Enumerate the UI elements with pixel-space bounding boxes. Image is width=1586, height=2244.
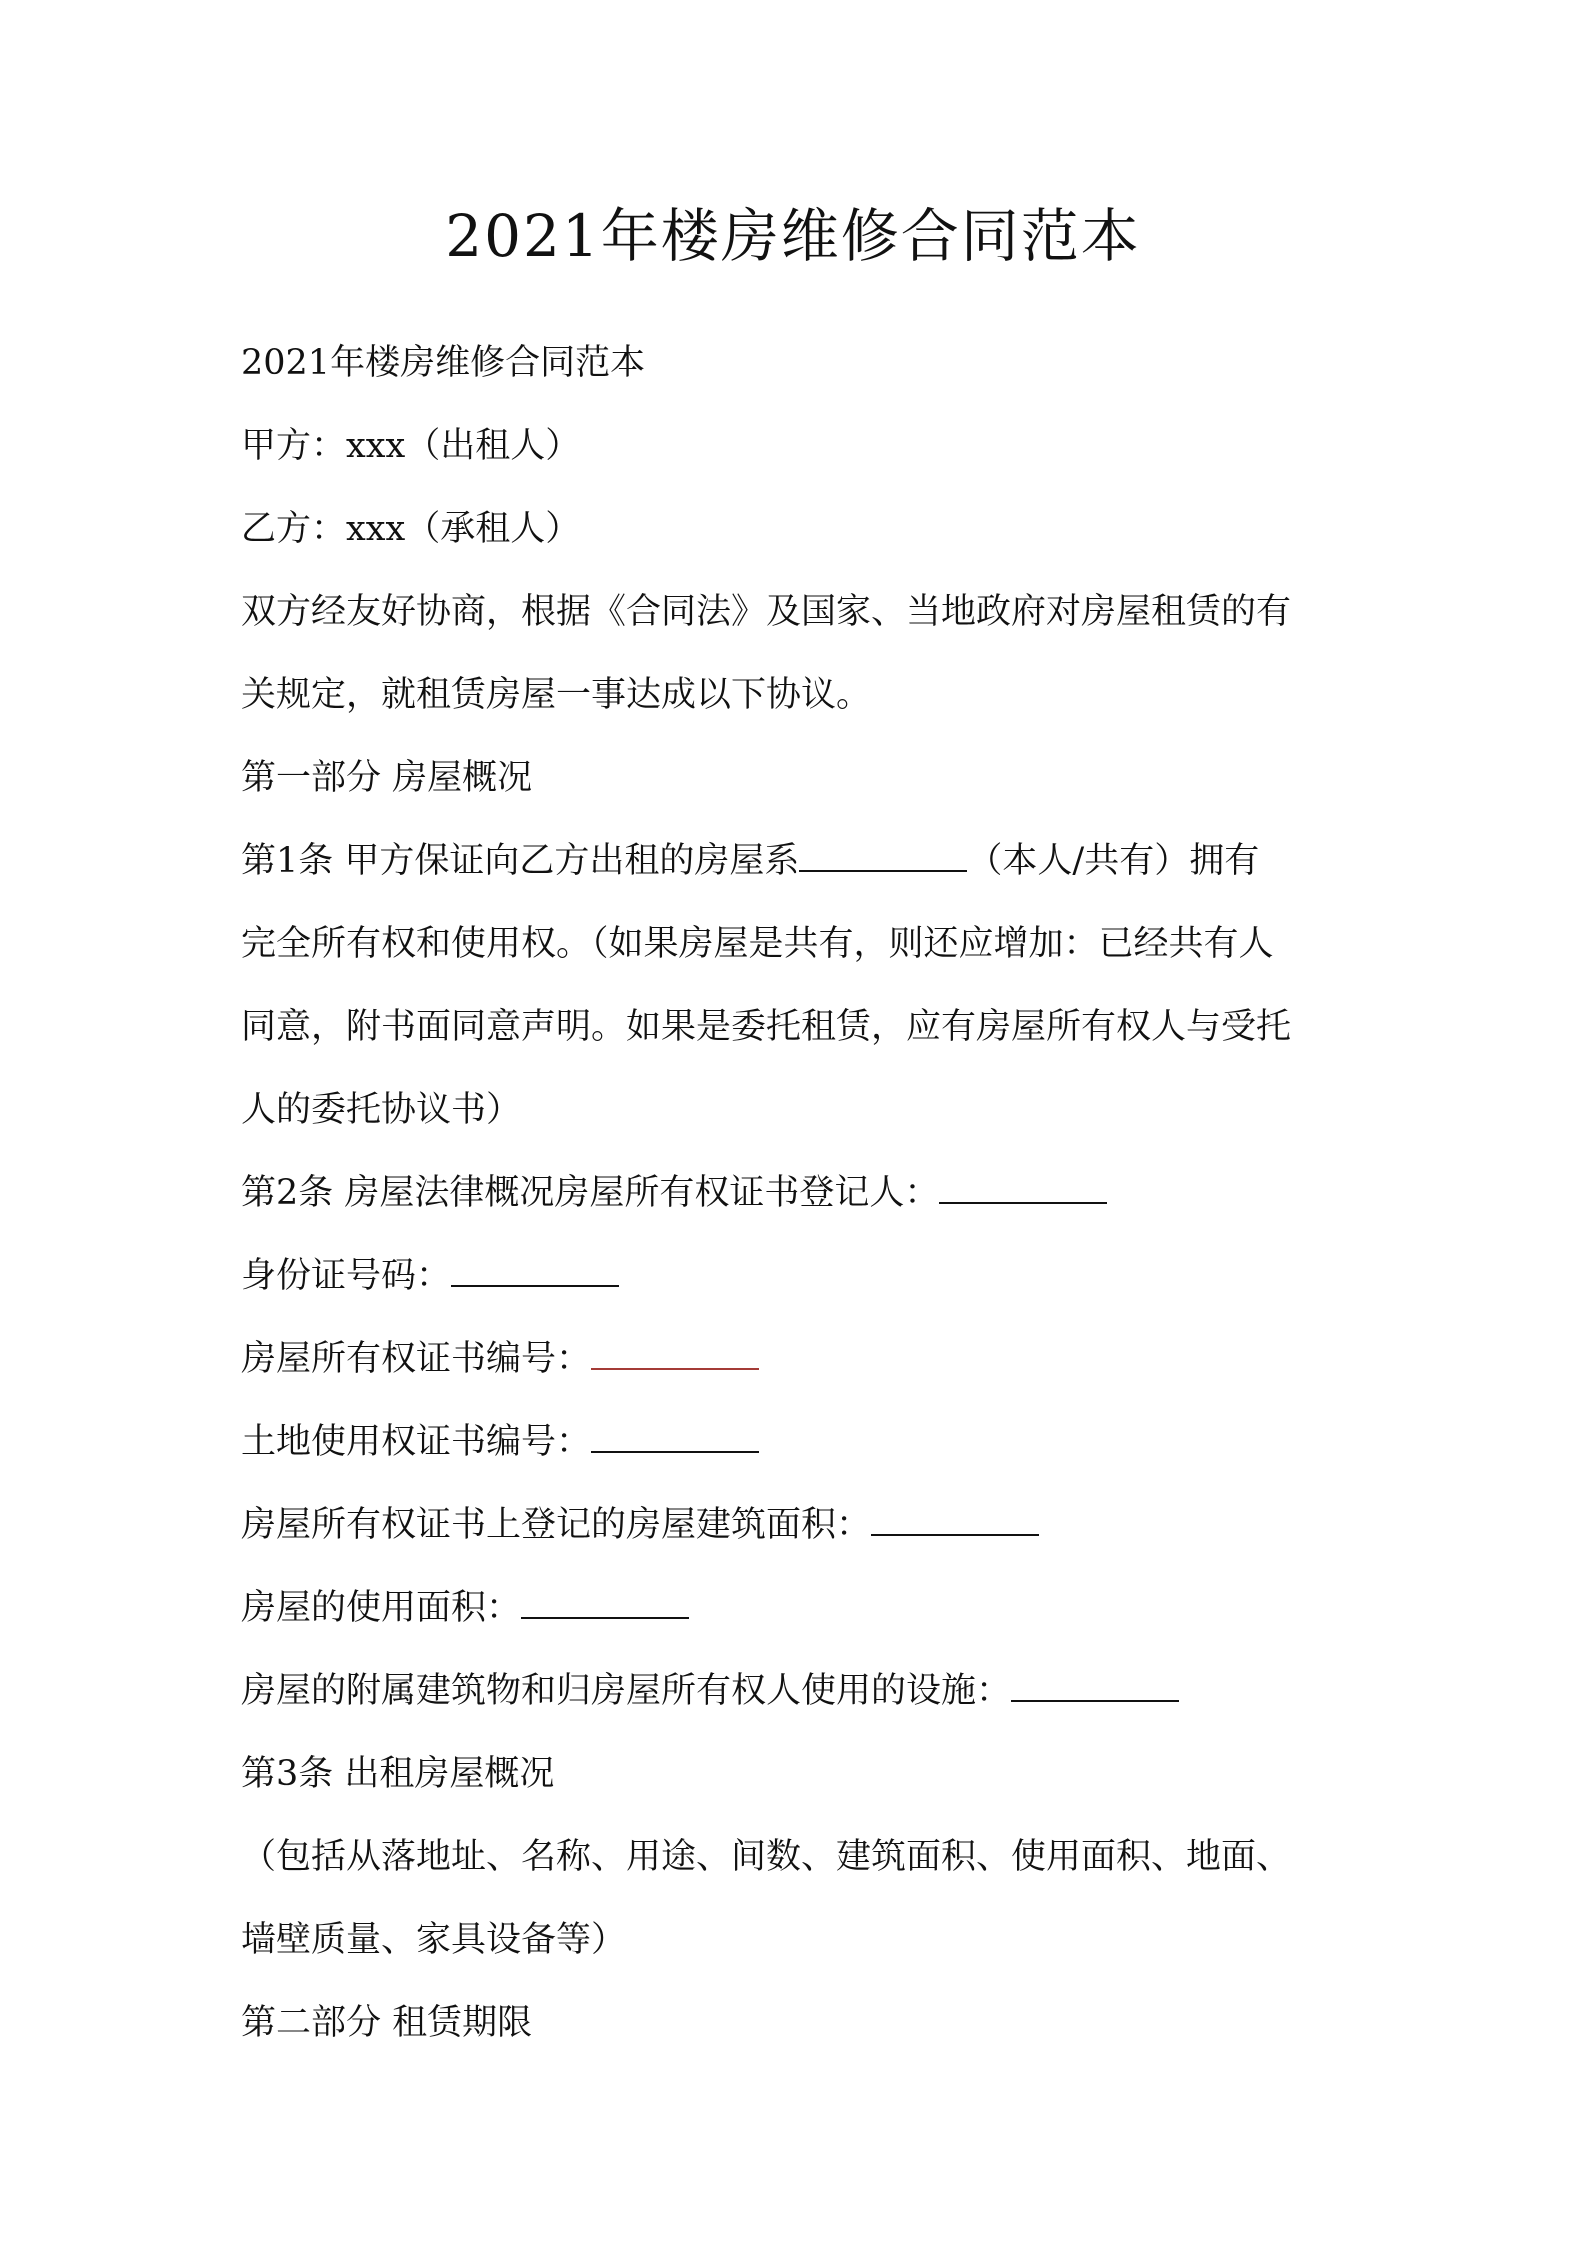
usable-area-blank xyxy=(521,1587,689,1619)
party-b: 乙方：xxx（承租人） xyxy=(241,509,581,549)
article-1-text: 第1条 甲方保证向乙方出租的房屋系 xyxy=(241,841,800,881)
id-number-blank xyxy=(451,1255,619,1287)
intro-line-1: 双方经友好协商，根据《合同法》及国家、当地政府对房屋租赁的有 xyxy=(241,592,1292,632)
article-3-heading: 第3条 出租房屋概况 xyxy=(241,1754,555,1794)
subtitle: 2021年楼房维修合同范本 xyxy=(241,343,646,383)
building-area-label: 房屋所有权证书上登记的房屋建筑面积： xyxy=(241,1505,872,1545)
document-title: 2021年楼房维修合同范本 xyxy=(445,202,1141,270)
article-3-line-1: （包括从落地址、名称、用途、间数、建筑面积、使用面积、地面、 xyxy=(241,1837,1292,1877)
building-area-line xyxy=(241,1484,1371,1567)
land-cert-line xyxy=(241,1401,1371,1484)
document-body xyxy=(241,322,1371,2065)
building-area-blank xyxy=(871,1504,1039,1536)
usable-area-line xyxy=(241,1567,1371,1650)
property-cert-line xyxy=(241,1318,1371,1401)
id-number-label: 身份证号码： xyxy=(241,1256,452,1296)
land-cert-blank xyxy=(591,1421,759,1453)
property-cert-blank xyxy=(591,1338,759,1370)
land-cert-label: 土地使用权证书编号： xyxy=(241,1422,592,1462)
article-1-line-4: 人的委托协议书） xyxy=(241,1090,522,1130)
article-1-text-post: （本人/共有）拥有 xyxy=(967,841,1260,881)
facilities-blank xyxy=(1011,1670,1179,1702)
article-1-line-1 xyxy=(241,820,1371,903)
article-2-line-1 xyxy=(241,1152,1371,1235)
article-1-line-2: 完全所有权和使用权。（如果房屋是共有，则还应增加：已经共有人 xyxy=(241,924,1274,964)
article-2-text: 第2条 房屋法律概况房屋所有权证书登记人： xyxy=(241,1173,940,1213)
part1-heading: 第一部分 房屋概况 xyxy=(241,758,533,798)
id-number-line xyxy=(241,1235,1371,1318)
usable-area-label: 房屋的使用面积： xyxy=(241,1588,522,1628)
property-cert-label: 房屋所有权证书编号： xyxy=(241,1339,592,1379)
facilities-line xyxy=(241,1650,1371,1733)
owner-type-blank xyxy=(799,840,967,872)
part2-heading: 第二部分 租赁期限 xyxy=(241,2003,533,2043)
registrant-blank xyxy=(939,1172,1107,1204)
party-a: 甲方：xxx（出租人） xyxy=(241,426,581,466)
article-3-line-2: 墙壁质量、家具设备等） xyxy=(241,1920,627,1960)
facilities-label: 房屋的附属建筑物和归房屋所有权人使用的设施： xyxy=(241,1671,1012,1711)
intro-line-2: 关规定，就租赁房屋一事达成以下协议。 xyxy=(241,675,872,715)
article-1-line-3: 同意，附书面同意声明。如果是委托租赁，应有房屋所有权人与受托 xyxy=(241,1007,1292,1047)
